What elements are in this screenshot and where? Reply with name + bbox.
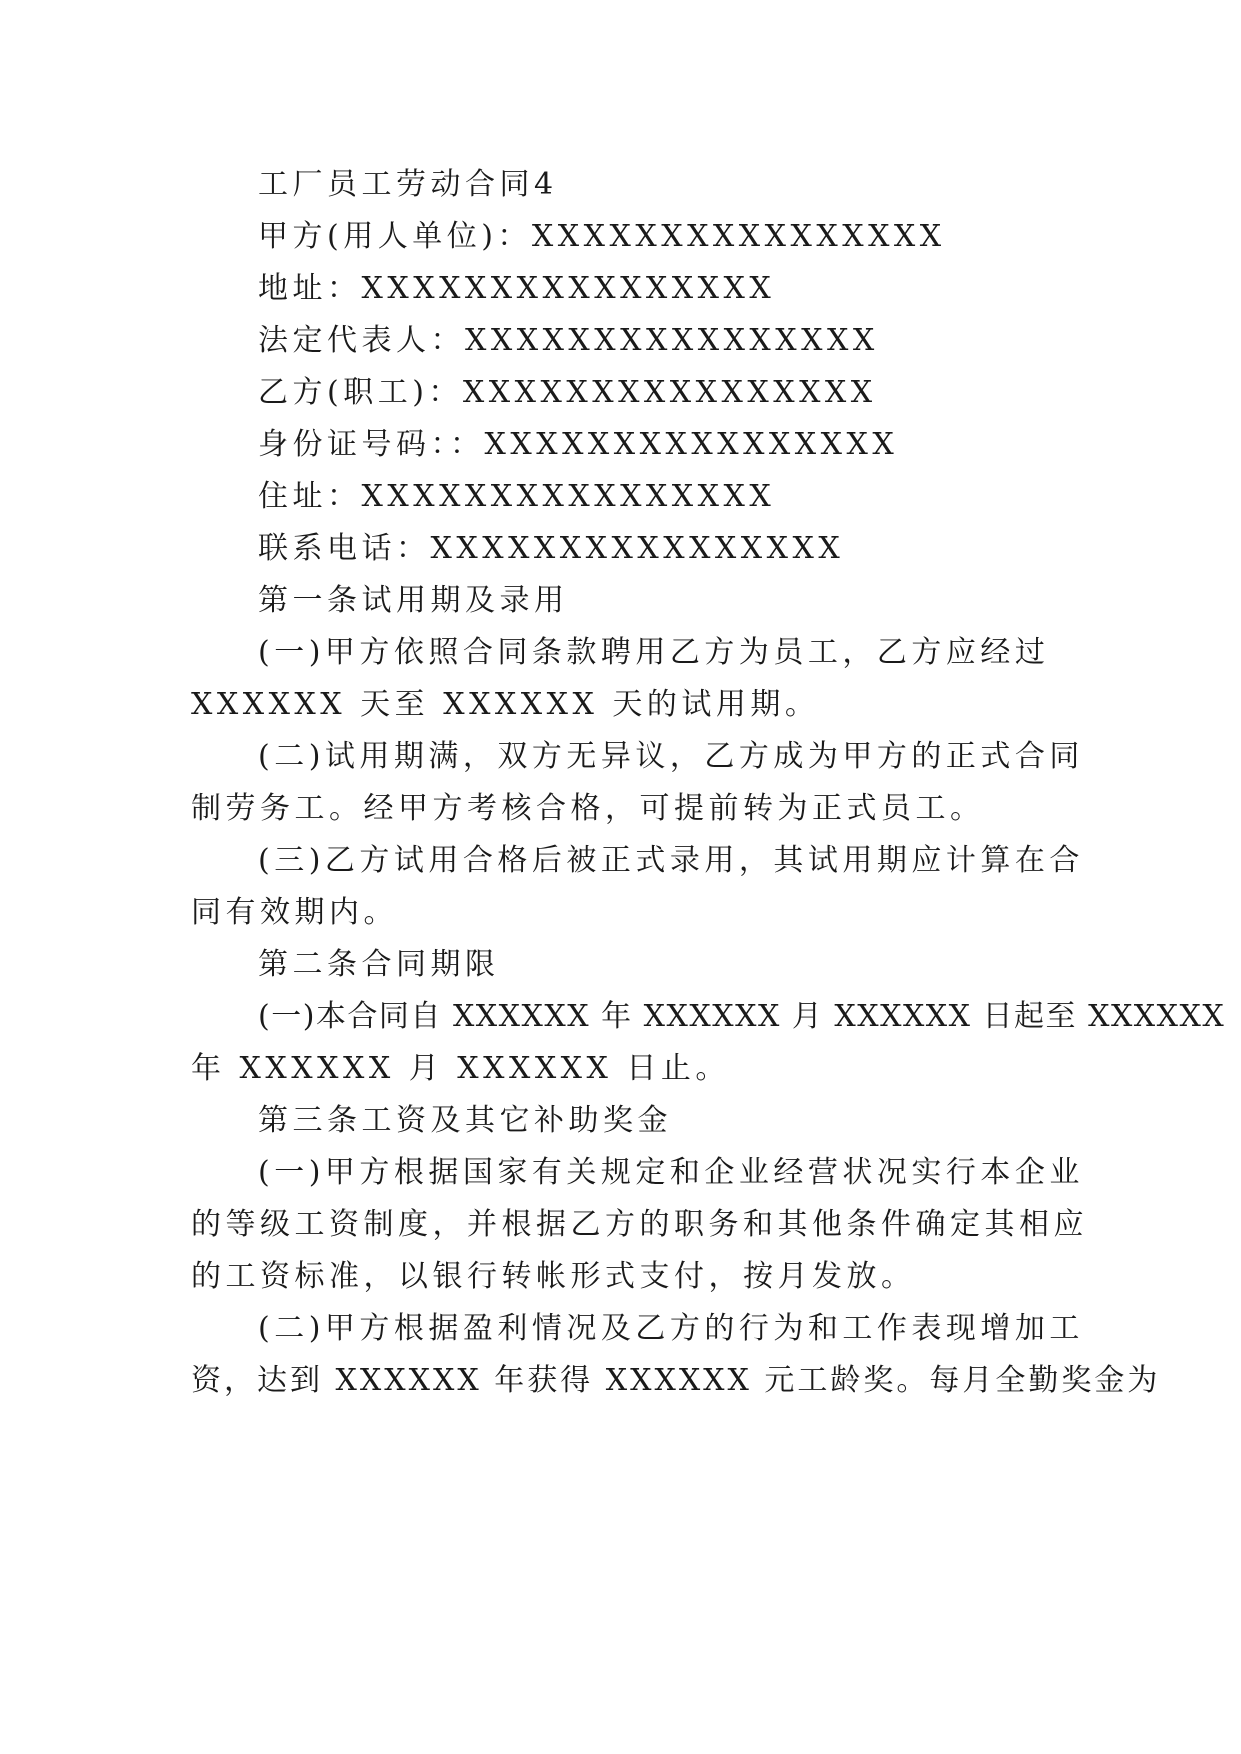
party-id-number xyxy=(258,425,898,465)
party-value: XXXXXXXXXXXXXXXX xyxy=(462,375,877,410)
party-value: XXXXXXXXXXXXXXXX xyxy=(361,479,776,514)
paragraph-line: 的工资标准，以银行转帐形式支付，按月发放。 xyxy=(191,1259,916,1294)
paragraph-line: (一)甲方根据国家有关规定和企业经营状况实行本企业 xyxy=(258,1155,1084,1190)
paragraph-line: 资，达到 XXXXXX 年获得 XXXXXX 元工龄奖。每月全勤奖金为 xyxy=(191,1363,1161,1398)
paragraph-line: 的等级工资制度，并根据乙方的职务和其他条件确定其相应 xyxy=(191,1207,1088,1242)
section-heading: 第三条工资及其它补助奖金 xyxy=(258,1103,672,1138)
party-label: 住址： xyxy=(258,479,362,514)
party-phone xyxy=(258,529,844,569)
paragraph-line: (二)试用期满，双方无异议，乙方成为甲方的正式合同 xyxy=(258,739,1084,774)
party-employee xyxy=(258,373,877,413)
document-title: 工厂员工劳动合同4 xyxy=(258,167,558,202)
party-label: 联系电话： xyxy=(258,531,431,566)
party-label: 乙方(职工)： xyxy=(258,375,463,410)
party-value: XXXXXXXXXXXXXXXX xyxy=(465,323,879,358)
party-value: XXXXXXXXXXXXXXXX xyxy=(430,531,845,566)
party-value: XXXXXXXXXXXXXXXX xyxy=(361,271,776,306)
paragraph-line: (一)本合同自 XXXXXX 年 XXXXXX 月 XXXXXX 日起至 XXXXXX xyxy=(258,999,1226,1034)
party-label: 甲方(用人单位)： xyxy=(258,219,532,254)
paragraph-line: 制劳务工。经甲方考核合格，可提前转为正式员工。 xyxy=(191,791,985,826)
paragraph-line: (二)甲方根据盈利情况及乙方的行为和工作表现增加工 xyxy=(258,1311,1084,1346)
party-address xyxy=(258,269,775,309)
party-value: XXXXXXXXXXXXXXXX xyxy=(531,219,946,254)
party-label: 法定代表人： xyxy=(258,323,465,358)
party-employer xyxy=(258,217,946,257)
party-label: 地址： xyxy=(258,271,362,306)
paragraph-line: (三)乙方试用合格后被正式录用，其试用期应计算在合 xyxy=(258,843,1084,878)
section-heading: 第一条试用期及录用 xyxy=(258,583,569,618)
party-legal-rep xyxy=(258,321,879,361)
section-heading: 第二条合同期限 xyxy=(258,947,500,982)
paragraph-line: (一)甲方依照合同条款聘用乙方为员工，乙方应经过 xyxy=(258,635,1050,670)
paragraph-line: 年 XXXXXX 月 XXXXXX 日止。 xyxy=(191,1051,730,1086)
party-value: XXXXXXXXXXXXXXXX xyxy=(484,427,899,462)
party-residence xyxy=(258,477,775,517)
paragraph-line: XXXXXX 天至 XXXXXX 天的试用期。 xyxy=(191,687,820,722)
party-label: 身份证号码：： xyxy=(258,427,485,462)
paragraph-line: 同有效期内。 xyxy=(191,895,398,930)
